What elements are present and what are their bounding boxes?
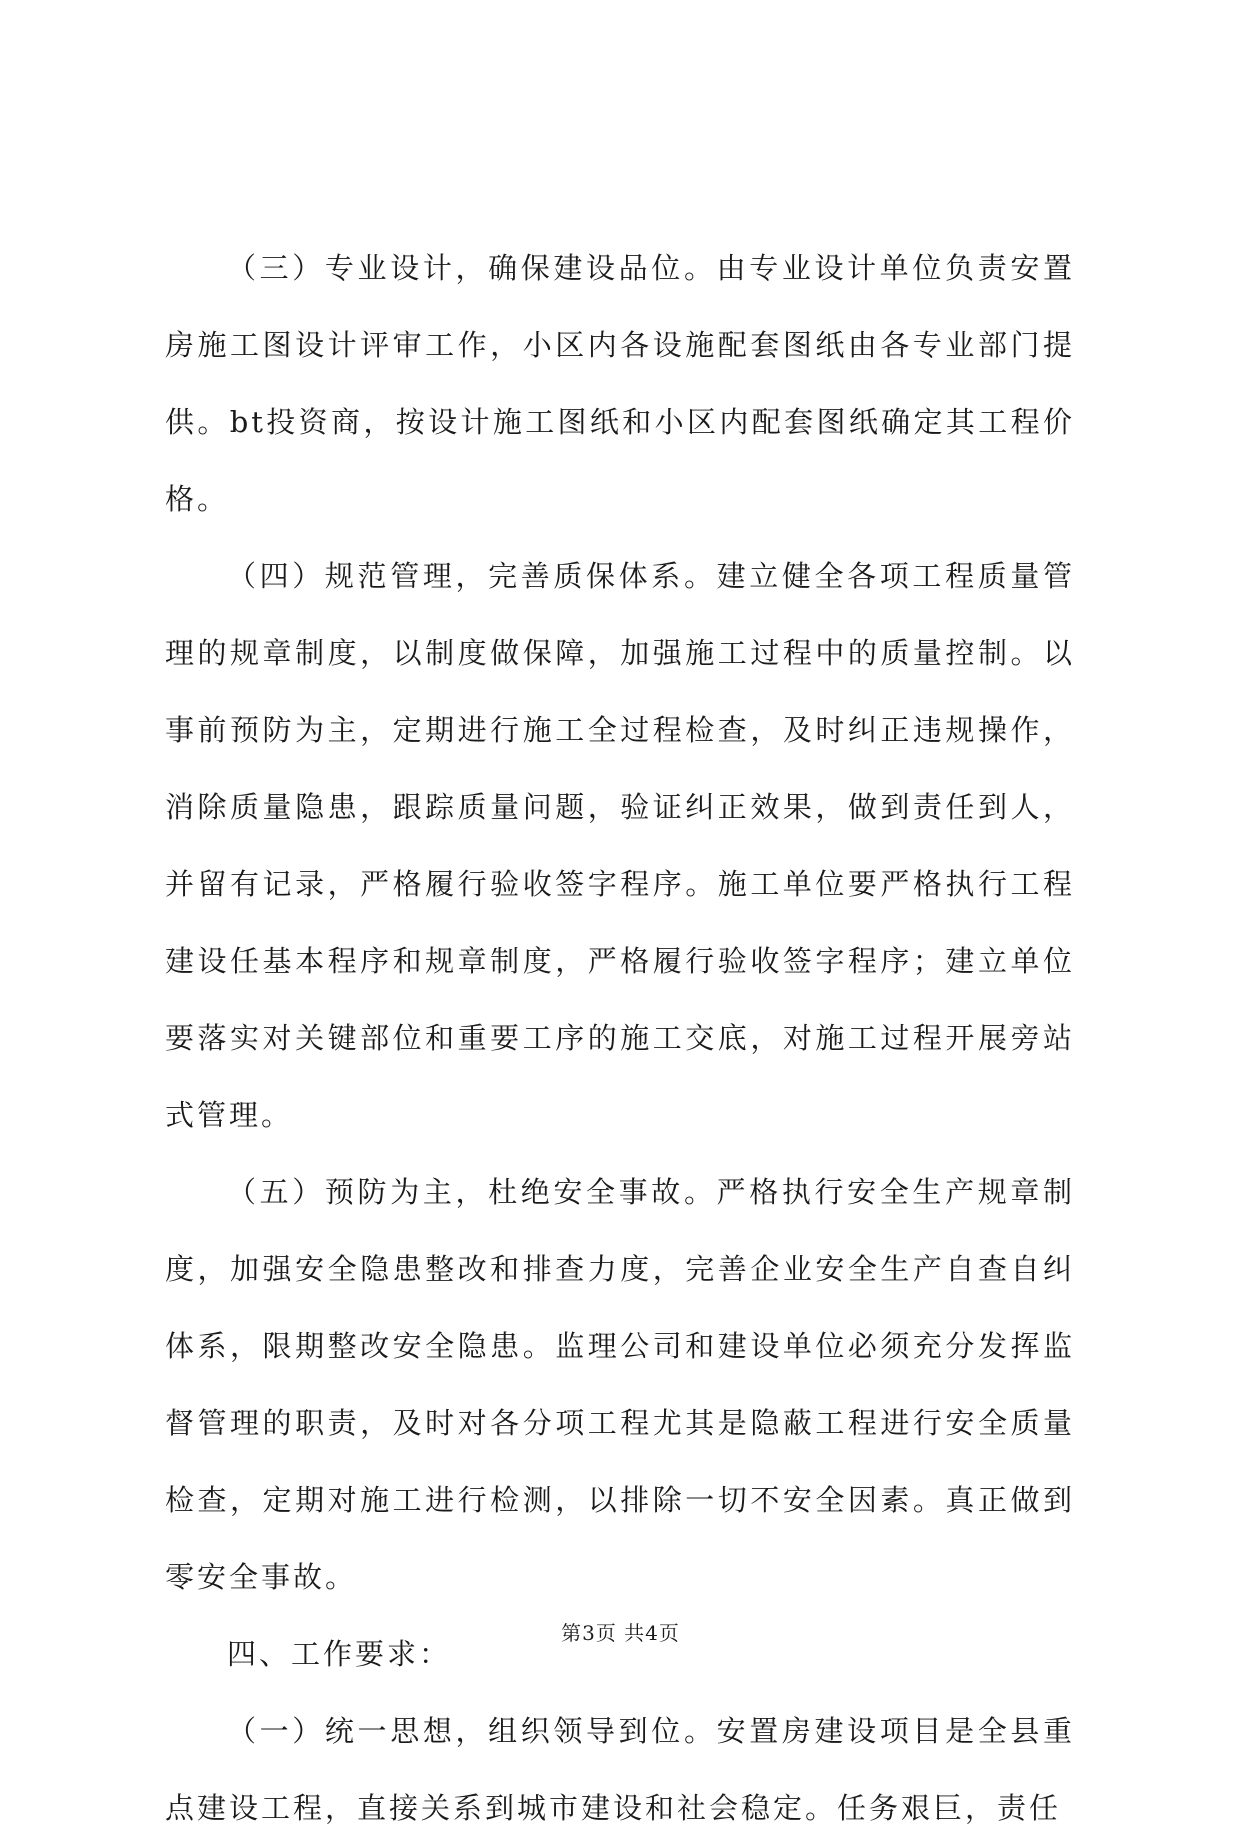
page-footer: 第3页 共4页 (561, 1621, 680, 1645)
heading-work-requirements: 四、工作要求： (227, 1637, 452, 1671)
paragraph-requirement-1: （一）统一思想，组织领导到位。安置房建设项目是全县重点建设工程，直接关系到城市建设和社会稳定。任务艰巨，责任 (165, 1714, 1075, 1825)
document-body (165, 230, 1075, 1847)
paragraph-section-4: （四）规范管理，完善质保体系。建立健全各项工程质量管理的规章制度，以制度做保障，加强施工过程中的质量控制。以事前预防为主，定期进行施工全过程检查，及时纠正违规操作，消除质量隐患，跟踪质量问题，验证纠正效果，做到责任到人，并留有记录，严格履行验收签字程序。施工单位要严格执行工程建设任基本程序和规章制度，严格履行验收签字程序；建立单位要落实对关键部位和重要工序的施工交底，对施工过程开展旁站式管理。 (165, 559, 1075, 1132)
paragraph-section-3: （三）专业设计，确保建设品位。由专业设计单位负责安置房施工图设计评审工作，小区内各设施配套图纸由各专业部门提供。bt投资商，按设计施工图纸和小区内配套图纸确定其工程价格。 (165, 251, 1075, 516)
paragraph-section-5: （五）预防为主，杜绝安全事故。严格执行安全生产规章制度，加强安全隐患整改和排查力度，完善企业安全生产自查自纠体系，限期整改安全隐患。监理公司和建设单位必须充分发挥监督管理的职责，及时对各分项工程尤其是隐蔽工程进行安全质量检查，定期对施工进行检测，以排除一切不安全因素。真正做到零安全事故。 (165, 1175, 1075, 1594)
